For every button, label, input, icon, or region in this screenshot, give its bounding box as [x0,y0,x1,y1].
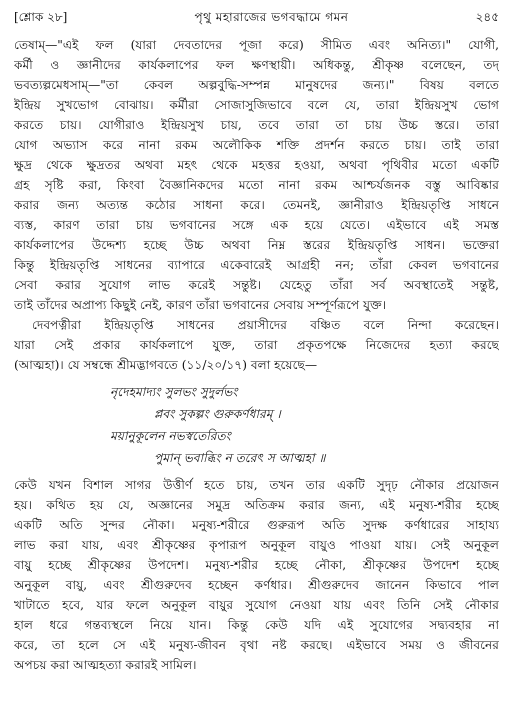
text-line: বায়ু হচ্ছে শ্রীকৃষ্ণের উপদেশ। মনুষ্য-শরীর হচ্ছে নৌকা, শ্রীকৃষ্ণের উপদেশ হচ্ছে [14,558,499,572]
paragraph-1 [14,35,499,315]
text-line: ইন্দ্রিয় সুখভোগ বোঝায়। কর্মীরা সোজাসুজিভাবে বলে যে, তারা ইন্দ্রিয়সুখ ভোগ [14,98,499,112]
text-line: ক্ষুদ্র থেকে ক্ষুদ্রতর অথবা মহৎ থেকে মহত্তর হওয়া, অথবা পৃথিবীর মতো একটি [14,158,499,172]
text-line: গ্রহ সৃষ্টি করা, কিংবা বৈজ্ঞানিকদের মতো নানা রকম আশ্চর্যজনক বস্তু আবিষ্কার [14,178,499,192]
page-number: ২৪৫ [475,10,499,24]
text-line: একটি অতি সুন্দর নৌকা। মনুষ্য-শরীরে গুরুরূপ অতি সুদক্ষ কর্ণধারের সাহায্য [14,518,499,532]
text-line: তেষাম্‌—"এই ফল (যারা দেবতাদের পূজা করে) সীমিত এবং অনিত্য।" যোগী, [14,38,499,52]
text-line: খাটাতে হবে, যার ফলে অনুকূল বায়ুর সুযোগ নেওয়া যায় এবং তিনি সেই নৌকার [14,598,499,612]
text-line: কার্যকলাপের উদ্দেশ্য হচ্ছে উচ্চ অথবা নিম্ন স্তরের ইন্দ্রিয়তৃপ্তি সাধন। ভক্তেরা [14,238,499,252]
text-line: অপচয় করা আত্মহত্যা করারই সামিল। [14,658,197,672]
text-line: করার জন্য অত্যন্ত কঠোর সাধনা করে। তেমনই, জ্ঞানীরাও ইন্দ্রিয়তৃপ্তি সাধনে [14,198,499,212]
text-line: সেবা করার সুযোগ লাভ করেই সন্তুষ্ট। যেহেতু তাঁরা সর্ব অবস্থাতেই সন্তুষ্ট, [14,278,499,292]
verse-line: পুমান্‌ ভবাব্ধিং ন তরেৎ স আত্মহা ॥ [154,451,326,465]
chapter-title: পৃথু মহারাজের ভগবদ্ধামে গমন [194,10,349,24]
text-line: (আত্মহা)। যে সম্বন্ধে শ্রীমদ্ভাগবতে (১১/২০/১৭) বলা হয়েছে— [14,358,318,372]
text-line: হাল ধরে গন্তব্যস্থলে নিয়ে যান। কিন্তু কেউ যদি এই সুযোগের সদ্ব্যবহার না [14,618,499,632]
text-line: অনুকূল বায়ু, এবং শ্রীগুরুদেব হচ্ছেন কর্ণধার। শ্রীগুরুদেব জানেন কিভাবে পাল [14,578,499,592]
text-line: লাভ করা যায়, এবং শ্রীকৃষ্ণের কৃপারূপ অনুকূল বায়ুও পাওয়া যায়। সেই অনুকূল [14,538,499,552]
verse-line: নৃদেহমাদ্যং সুলভং সুদুর্লভং [110,385,238,399]
text-line: ব্যস্ত, কারণ তারা চায় ভগবানের সঙ্গে এক হয়ে যেতে। এইভাবে এই সমস্ত [14,218,499,232]
text-line: যোগ অভ্যাস করে নানা রকম অলৌকিক শক্তি প্রদর্শন করতে চায়। তাই তারা [14,138,499,152]
text-line: ভবত্যল্পমেধসাম্‌—"তা কেবল অল্পবুদ্ধি-সম্পন্ন মানুষদের জন্য।" বিষয় বলতে [14,78,499,92]
text-line: করে, তা হলে সে এই মনুষ্য-জীবন বৃথা নষ্ট করছে। এইভাবে সময় ও জীবনের [14,638,499,652]
text-line: দেবপত্নীরা ইন্দ্রিয়তৃপ্তি সাধনের প্রয়াসীদের বঞ্চিত বলে নিন্দা করেছেন। [32,318,499,332]
running-head [14,8,499,26]
text-line: কর্মী ও জ্ঞানীদের কার্যকলাপের ফল ক্ষণস্থায়ী। অধিকন্তু, শ্রীকৃষ্ণ বলেছেন, তদ্‌ [14,58,499,72]
text-line: কিন্তু ইন্দ্রিয়তৃপ্তি সাধনের ব্যাপারে একেবারেই আগ্রহী নন; তাঁরা কেবল ভগবানের [14,258,499,272]
text-line: হয়। কথিত হয় যে, অজ্ঞানের সমুদ্র অতিক্রম করার জন্য, এই মনুষ্য-শরীর হচ্ছে [14,498,499,512]
verse-line: প্লবং সুকল্পং গুরুকর্ণধারম্‌ । [154,407,281,421]
text-line: যারা সেই প্রকার কার্যকলাপে যুক্ত, তারা প্রকৃতপক্ষে নিজেদের হত্যা করছে [14,338,499,352]
sanskrit-verse [14,381,499,469]
verse-reference: [শ্লোক ২৮] [14,10,68,24]
purport-text [14,35,499,675]
paragraph-2 [14,315,499,375]
text-line: কেউ যখন বিশাল সাগর উত্তীর্ণ হতে চায়, তখন তার একটি সুদৃঢ় নৌকার প্রয়োজন [14,478,499,492]
verse-line: ময়ানুকূলেন নভস্বতেরিতং [110,429,231,443]
text-line: করতে চায়। যোগীরাও ইন্দ্রিয়সুখ চায়, তবে তারা তা চায় উচ্চ স্তরে। তারা [14,118,499,132]
paragraph-3 [14,475,499,675]
text-line: তাই তাঁদের অপ্রাপ্য কিছুই নেই, কারণ তাঁরা ভগবানের সেবায় সম্পূর্ণরূপে যুক্ত। [14,298,387,312]
